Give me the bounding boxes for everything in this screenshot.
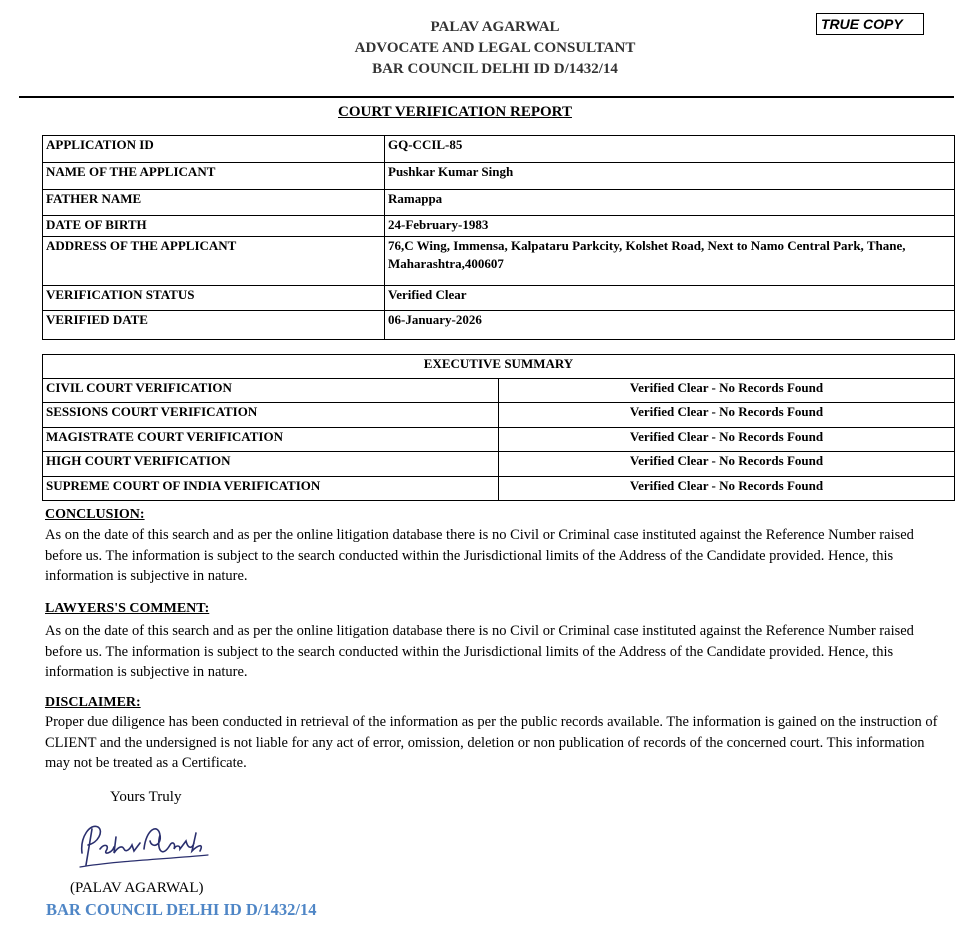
detail-value: 76,C Wing, Immensa, Kalpataru Parkcity, Kolshet Road, Next to Namo Central Park, Thane, Maharashtra,400607	[385, 237, 955, 286]
table-row	[43, 379, 955, 403]
executive-summary-table	[42, 354, 955, 501]
table-row	[43, 286, 955, 311]
summary-value: Verified Clear - No Records Found	[499, 403, 955, 428]
header-divider	[19, 96, 954, 98]
signatory-name: (PALAV AGARWAL)	[70, 880, 204, 896]
lawyers-comment-text: As on the date of this search and as per the online litigation database there is no Civil or Criminal case instituted against the Reference Number raised before us. The information is subject to the search conducted within the Jurisdictional limits of the Address of the Candidate provided. Hence, this information is subjective in nature.	[45, 623, 914, 680]
summary-label: HIGH COURT VERIFICATION	[43, 452, 499, 477]
disclaimer-heading: DISCLAIMER:	[45, 695, 141, 710]
report-title: COURT VERIFICATION REPORT	[338, 104, 572, 120]
detail-value: 06-January-2026	[385, 311, 955, 340]
lawyers-comment-heading: LAWYERS'S COMMENT:	[45, 601, 210, 616]
table-row	[43, 237, 955, 286]
detail-label: NAME OF THE APPLICANT	[43, 163, 385, 190]
detail-label: VERIFICATION STATUS	[43, 286, 385, 311]
advocate-name: PALAV AGARWAL	[430, 19, 560, 35]
summary-value: Verified Clear - No Records Found	[499, 452, 955, 477]
detail-label: VERIFIED DATE	[43, 311, 385, 340]
detail-value: 24-February-1983	[385, 216, 955, 237]
advocate-designation: ADVOCATE AND LEGAL CONSULTANT	[354, 40, 636, 56]
detail-value: GQ-CCIL-85	[385, 136, 955, 163]
disclaimer-text: Proper due diligence has been conducted in retrieval of the information as per the public records available. The information is gained on the instruction of CLIENT and the undersigned is not liable for any act of error, omission, deletion or non publication of records of the concerned court. This information may not be treated as a Certificate.	[45, 714, 938, 771]
conclusion-heading: CONCLUSION:	[45, 507, 145, 522]
summary-label: MAGISTRATE COURT VERIFICATION	[43, 428, 499, 452]
summary-value: Verified Clear - No Records Found	[499, 379, 955, 403]
detail-label: DATE OF BIRTH	[43, 216, 385, 237]
summary-value: Verified Clear - No Records Found	[499, 428, 955, 452]
summary-label: CIVIL COURT VERIFICATION	[43, 379, 499, 403]
true-copy-stamp: TRUE COPY	[816, 13, 924, 35]
detail-value: Ramappa	[385, 190, 955, 216]
signature-image	[76, 815, 216, 875]
closing-salutation: Yours Truly	[110, 789, 182, 805]
detail-label: APPLICATION ID	[43, 136, 385, 163]
summary-label: SUPREME COURT OF INDIA VERIFICATION	[43, 477, 499, 501]
summary-label: SESSIONS COURT VERIFICATION	[43, 403, 499, 428]
table-row	[43, 136, 955, 163]
table-row	[43, 163, 955, 190]
table-row	[43, 311, 955, 340]
table-row	[43, 403, 955, 428]
detail-label: ADDRESS OF THE APPLICANT	[43, 237, 385, 286]
detail-value: Verified Clear	[385, 286, 955, 311]
conclusion-text: As on the date of this search and as per the online litigation database there is no Civil or Criminal case instituted against the Reference Number raised before us. The information is subject to the search conducted within the Jurisdictional limits of the Address of the Candidate provided. Hence, this information is subjective in nature.	[45, 527, 914, 584]
applicant-details-table	[42, 135, 955, 340]
header-bar-council-id: BAR COUNCIL DELHI ID D/1432/14	[372, 61, 618, 77]
footer-bar-council-id: BAR COUNCIL DELHI ID D/1432/14	[46, 900, 317, 919]
detail-label: FATHER NAME	[43, 190, 385, 216]
summary-heading: EXECUTIVE SUMMARY	[43, 355, 955, 379]
table-row	[43, 477, 955, 501]
table-row	[43, 452, 955, 477]
table-row	[43, 190, 955, 216]
detail-value: Pushkar Kumar Singh	[385, 163, 955, 190]
table-row	[43, 355, 955, 379]
table-row	[43, 428, 955, 452]
summary-value: Verified Clear - No Records Found	[499, 477, 955, 501]
table-row	[43, 216, 955, 237]
